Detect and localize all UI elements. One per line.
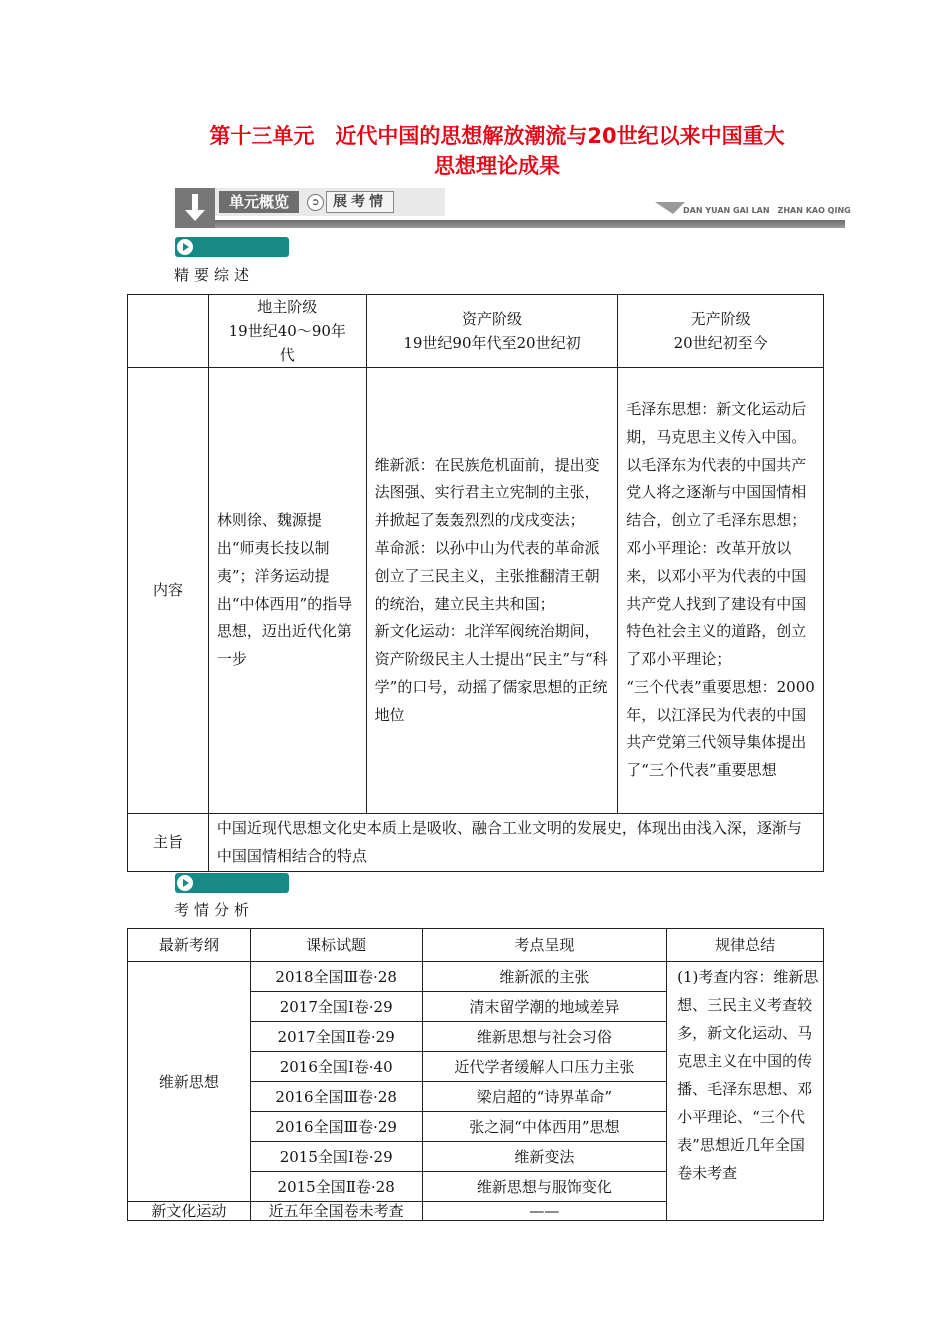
group-reform-thought: 维新思想 xyxy=(128,962,251,1202)
banner-unit-overview: 单元概览 xyxy=(219,191,299,213)
exam-cell: 2017全国Ⅰ卷·29 xyxy=(250,992,422,1022)
empty-corner-cell xyxy=(128,295,209,368)
point-cell: 维新思想与服饰变化 xyxy=(422,1172,667,1202)
header-syllabus: 最新考纲 xyxy=(128,929,251,962)
decorative-swoosh-icon xyxy=(655,200,685,214)
summary-cell: (1)考查内容：维新思想、三民主义考查较多，新文化运动、马克思主义在中国的传播、毛泽东思想、邓小平理论、“三个代表”思想近几年全国卷未考查 xyxy=(667,962,824,1221)
row-label-theme: 主旨 xyxy=(128,814,209,872)
banner-exam-trends: 展考情 xyxy=(326,191,394,213)
content-proletariat: 毛泽东思想：新文化运动后期，马克思主义传入中国。以毛泽东为代表的中国共产党人将之逐渐与中国国情相结合，创立了毛泽东思想； 邓小平理论：改革开放以来，以邓小平为代表的中国共产党人找到了建设有中国特色社会主义的道路，创立了邓小平理论； “三个代表”重要思想：2000年，以江泽民为代表的中国共产党第三代领导集体提出了“三个代表”重要思想 xyxy=(618,368,824,814)
point-cell: —— xyxy=(422,1202,667,1221)
point-cell: 近代学者缓解人口压力主张 xyxy=(422,1052,667,1082)
exam-cell: 2015全国Ⅱ卷·28 xyxy=(250,1172,422,1202)
section-tag xyxy=(175,237,289,257)
group-new-culture: 新文化运动 xyxy=(128,1202,251,1221)
content-bourgeois: 维新派：在民族危机面前，提出变法图强、实行君主立宪制的主张，并掀起了轰轰烈烈的戊戌变法； 革命派：以孙中山为代表的革命派创立了三民主义，主张推翻清王朝的统治，建立民主共和国； 新文化运动：北洋军阀统治期间，资产阶级民主人士提出“民主”与“科学”的口号，动摇了儒家思想的正统地位 xyxy=(366,368,618,814)
exam-cell: 2016全国Ⅲ卷·28 xyxy=(250,1082,422,1112)
play-icon xyxy=(177,239,193,255)
section-label-analysis: 考情分析 xyxy=(174,901,255,919)
exam-cell: 2018全国Ⅲ卷·28 xyxy=(250,962,422,992)
point-cell: 清末留学潮的地域差异 xyxy=(422,992,667,1022)
unit-title-line2: 思想理论成果 xyxy=(434,154,560,178)
header-exam: 课标试题 xyxy=(250,929,422,962)
point-cell: 维新思想与社会习俗 xyxy=(422,1022,667,1052)
header-proletariat: 无产阶级 20世纪初至今 xyxy=(618,295,824,368)
exam-cell: 2016全国Ⅰ卷·40 xyxy=(250,1052,422,1082)
exam-cell: 近五年全国卷未考查 xyxy=(250,1202,422,1221)
exam-cell: 2015全国Ⅰ卷·29 xyxy=(250,1142,422,1172)
banner-english: DAN YUAN GAI LAN ZHAN KAO QING xyxy=(683,206,851,215)
header-point: 考点呈现 xyxy=(422,929,667,962)
header-bourgeois: 资产阶级 19世纪90年代至20世纪初 xyxy=(366,295,618,368)
unit-banner xyxy=(175,188,851,228)
row-label-content: 内容 xyxy=(128,368,209,814)
section-tag xyxy=(175,873,289,893)
point-cell: 维新变法 xyxy=(422,1142,667,1172)
down-arrow-icon xyxy=(175,188,215,228)
unit-title-line1: 第十三单元 近代中国的思想解放潮流与20世纪以来中国重大 xyxy=(209,124,785,148)
point-cell: 梁启超的“诗界革命” xyxy=(422,1082,667,1112)
header-summary: 规律总结 xyxy=(667,929,824,962)
summary-table xyxy=(127,294,824,872)
banner-stripe xyxy=(215,220,845,228)
header-landlord: 地主阶级 19世纪40～90年 代 xyxy=(208,295,366,368)
point-cell: 维新派的主张 xyxy=(422,962,667,992)
exam-cell: 2017全国Ⅱ卷·29 xyxy=(250,1022,422,1052)
analysis-table xyxy=(127,928,824,1221)
circle-arrow-icon: ➲ xyxy=(307,194,324,211)
section-label-summary: 精要综述 xyxy=(174,266,255,284)
exam-cell: 2016全国Ⅲ卷·29 xyxy=(250,1112,422,1142)
play-icon xyxy=(177,875,193,891)
content-landlord: 林则徐、魏源提出“师夷长技以制夷”；洋务运动提出“中体西用”的指导思想，迈出近代化第一步 xyxy=(208,368,366,814)
point-cell: 张之洞“中体西用”思想 xyxy=(422,1112,667,1142)
theme-text: 中国近现代思想文化史本质上是吸收、融合工业文明的发展史，体现出由浅入深，逐渐与中国国情相结合的特点 xyxy=(208,814,823,872)
